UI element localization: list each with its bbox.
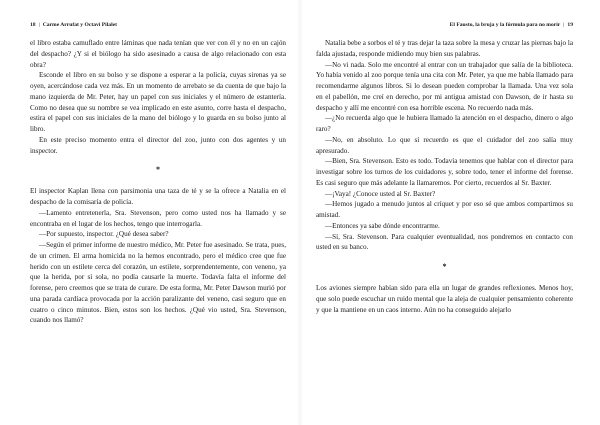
paragraph: —Según el primer informe de nuestro médico, Mr. Peter fue asesinado. Se trata, pues, de un crimen. El arma homicida no la hemos encontrado, pero el médico cree que fue herido con un estilete cerca del corazón, un estilete, sorprendentemente, con veneno, ya que la herida, por sí sola, no podía causarle la muerte. Todavía falta el informe del forense, pero creemos que se trata de curare. De esta forma, Mr. Peter Dawson murió por una parada cardíaca provocada por la acción paralizante del veneno, casi seguro que en cuatro o cinco minutos. Bien, estos son los hechos. ¿Qué vio usted, Sra. Stevenson, cuando nos llamó? (30, 241, 286, 325)
right-running-head-title: El Fausto, la bruja y la fórmula para no morir (449, 22, 561, 28)
section-break: * (442, 262, 447, 271)
paragraph: —¡Vaya! ¿Conoce usted al Sr. Baxter? (325, 189, 436, 198)
paragraph: Esconde el libro en su bolso y se dispone a esperar a la policía, cuyas sirenas ya se oyen, acercándose cada vez más. En un momento de arrebato se da cuenta de que bajo la mano izquierda de Mr. Peter, hay un papel con sus iniciales y el número de estantería. Como no desea que su nombre se vea implicado en este asunto, corre hasta el despacho, estira el papel con sus iniciales de la mano del biólogo y lo guarda en su bolso junto al libro. (30, 71, 286, 133)
left-body-text (30, 38, 286, 326)
paragraph: —¿No recuerda algo que le hubiera llamado la atención en el despacho, dinero o algo raro? (316, 114, 573, 133)
paragraph: Natalia bebe a sorbos el té y tras dejar la taza sobre la mesa y cruzar las piernas bajo la falda ajustada, responde midiendo muy bien sus palabras. (316, 39, 573, 58)
paragraph: —Lamento entretenerla, Sra. Stevenson, pero como usted nos ha llamado y se encontraba en el lugar de los hechos, tengo que interrogarla. (30, 208, 286, 228)
paragraph: —Bien, Sra. Stevenson. Esto es todo. Todavía tenemos que hablar con el director para investigar sobre los turnos de los cuidadores y, sobre todo, tener el informe del forense. Es casi seguro que más adelante la llamaremos. Por cierto, recuerdos al Sr. Baxter. (316, 157, 573, 187)
paragraph: En este preciso momento entra el director del zoo, junto con dos agentes y un inspector. (30, 135, 286, 155)
paragraph: el libro estaba camuflado entre láminas que nada tenían que ver con él y no en un cajón del despacho? ¿Y si el biólogo ha sido asesinado a causa de algo relacionado con esta obra? (30, 39, 286, 69)
right-body-text (316, 38, 573, 315)
paragraph: —Por supuesto, inspector. ¿Qué desea saber? (39, 230, 169, 239)
paragraph: —No, en absoluto. Lo que sí recuerdo es que el cuidador del zoo salía muy apresurado. (316, 135, 573, 155)
running-head-separator: | (563, 22, 565, 28)
right-running-head (316, 22, 573, 29)
paragraph: —Hemos jugado a menudo juntos al críquet y por eso sé que ambos compartimos su amistad. (316, 200, 573, 219)
right-page-number: 19 (567, 22, 573, 28)
paragraph: —No vi nada. Solo me encontré al entrar con un trabajador que salía de la biblioteca. Yo había venido al zoo porque tenía una cita con Mr. Peter, ya que me había llamado para recomendarme algunos libros. Si lo desean pueden comprobar la llamada. Una vez sola en el pabellón, me creí en derecho, por mi antigua amistad con Dawson, de ir hasta su despacho y allí me encontré con esa horrible escena. No recuerdo nada más. (316, 60, 573, 112)
left-running-head-title: Carme Arrufat y Octavi Pilalet (42, 22, 117, 28)
paragraph: El inspector Kaplan llena con parsimonia una taza de té y se la ofrece a Natalia en el despacho de la comisaría de policía. (30, 187, 286, 206)
left-page-number: 18 (30, 22, 36, 28)
paragraph: —Sí, Sra. Stevenson. Para cualquier eventualidad, nos pondremos en contacto con usted en su banco. (316, 232, 573, 252)
paragraph: Los aviones siempre habían sido para ella un lugar de grandes reflexiones. Menos hoy, que solo puede escuchar un ruido mental que la aleja de cualquier pensamiento coherente y que la mantiene en un caos interno. Aún no ha conseguido alejarlo (316, 284, 573, 314)
section-break: * (156, 165, 160, 175)
paragraph: —Entonces ya sabe dónde encontrarme. (325, 221, 440, 230)
left-running-head (30, 22, 286, 29)
right-page (300, 0, 600, 425)
running-head-separator: | (38, 22, 40, 28)
